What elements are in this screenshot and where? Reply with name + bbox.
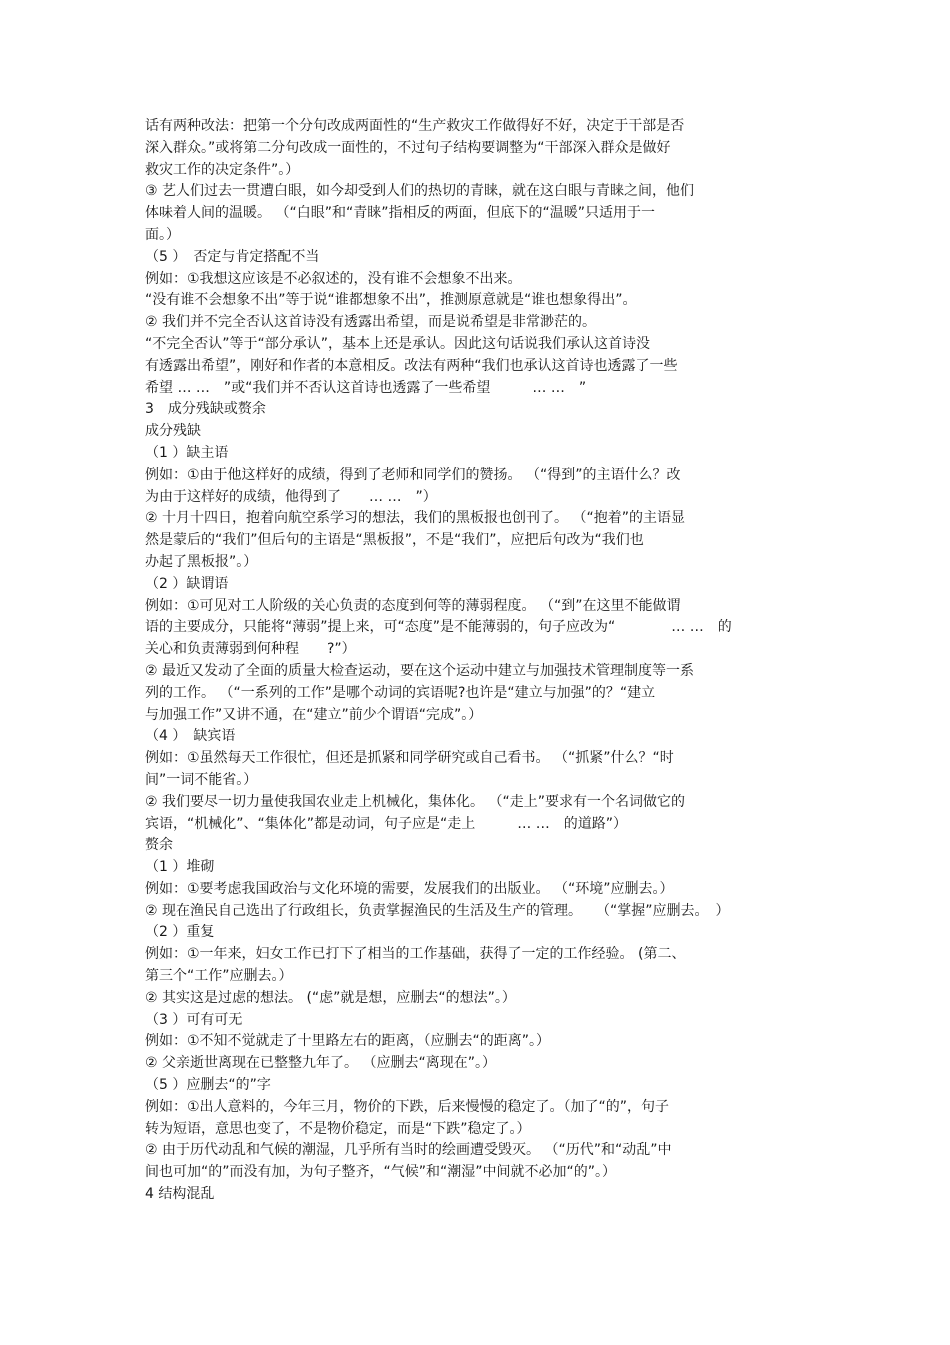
subsection-heading: （1 ）缺主语 [145,444,229,461]
subsection-heading: （5 ）应删去“的”字 [145,1077,271,1094]
document-page [145,116,770,1206]
text-line: 体味着人间的温暖。 （“白眼”和“青睐”指相反的两面，但底下的“温暖”只适用于一 [145,205,655,222]
text-line: ② 最近又发动了全面的质量大检查运动，要在这个运动中建立与加强技术管理制度等一系 [145,662,694,679]
text-line: ② 现在渔民自己选出了行政组长，负责掌握渔民的生活及生产的管理。 （“掌握”应删去。 ） [145,902,730,919]
text-line: 宾语，“机械化”、“集体化”都是动词，句子应是“走上 … … 的道路”） [145,815,627,832]
text-line: 有透露出希望”，刚好和作者的本意相反。改法有两种“我们也承认这首诗也透露了一些 [145,357,678,374]
text-line: 例如：①我想这应该是不必叙述的，没有谁不会想象不出来。 [145,270,522,287]
text-line: 例如：①一年来，妇女工作已打下了相当的工作基础，获得了一定的工作经验。 (第二、 [145,946,686,963]
text-line: ② 其实这是过虑的想法。 (“虑”就是想，应删去“的想法”。） [145,989,516,1006]
subsection-heading: （5 ） 否定与肯定搭配不当 [145,248,320,265]
text-line: 间”一词不能省。） [145,771,258,788]
text-line: ② 十月十四日，抱着向航空系学习的想法，我们的黑板报也创刊了。 （“抱着”的主语显 [145,510,685,527]
text-line: 然是蒙后的“我们”但后句的主语是“黑板报”，不是“我们”，应把后句改为“我们也 [145,532,644,549]
text-line: 面。） [145,226,180,243]
text-line: 例如：①由于他这样好的成绩，得到了老师和同学们的赞扬。 （“得到”的主语什么？改 [145,466,681,483]
text-line: 间也可加“的”而没有加，为句子整齐，“气候”和“潮湿”中间就不必加“的”。） [145,1164,617,1181]
text-line: 为由于这样好的成绩，他得到了 … … ”） [145,488,437,505]
text-line: 例如：①要考虑我国政治与文化环境的需要，发展我们的出版业。 （“环境”应删去。） [145,880,674,897]
subsection-heading: （2 ）重复 [145,924,215,941]
text-line: 与加强工作”又讲不通，在“建立”前少个谓语“完成”。） [145,706,483,723]
text-line: 深入群众。”或将第二分句改成一面性的，不过句子结构要调整为“干部深入群众是做好 [145,139,671,156]
section-heading: 3 成分残缺或赘余 [145,401,266,418]
subsection-heading: （3 ）可有可无 [145,1011,243,1028]
text-line: 转为短语，意思也变了，不是物价稳定，而是“下跌”稳定了。） [145,1120,531,1137]
section-heading: 4 结构混乱 [145,1186,215,1203]
text-line: 希望 … … ”或“我们并不否认这首诗也透露了一些希望 … … ” [145,379,587,396]
text-line: ② 父亲逝世离现在已整整九年了。 （应删去“离现在”。） [145,1055,496,1072]
text-line: 关心和负责薄弱到何种程 ?”） [145,641,356,658]
text-line: 列的工作。 （“一系列的工作”是哪个动词的宾语呢?也许是“建立与加强”的？“建立 [145,684,656,701]
text-line: 办起了黑板报”。） [145,553,258,570]
text-line: 例如：①可见对工人阶级的关心负责的态度到何等的薄弱程度。 （“到”在这里不能做谓 [145,597,681,614]
section-subheading: 赘余 [145,837,173,854]
text-line: 救灾工作的决定条件”。） [145,161,300,178]
text-line: ② 我们要尽一切力量使我国农业走上机械化，集体化。 （“走上”要求有一个名词做它的 [145,793,685,810]
text-line: “没有谁不会想象不出”等于说“谁都想象不出”，推测原意就是“谁也想象得出”。 [145,292,637,309]
text-line: 例如：①不知不觉就走了十里路左右的距离，（应删去“的距离”。） [145,1033,551,1050]
text-line: “不完全否认”等于“部分承认”，基本上还是承认。因此这句话说我们承认这首诗没 [145,335,651,352]
text-line: 话有两种改法：把第一个分句改成两面性的“生产救灾工作做得好不好，决定于干部是否 [145,118,685,134]
text-line: ③ 艺人们过去一贯遭白眼，如今却受到人们的热切的青睐，就在这白眼与青睐之间，他们 [145,183,694,200]
text-line: ② 我们并不完全否认这首诗没有透露出希望，而是说希望是非常渺茫的。 [145,314,596,331]
text-line: 语的主要成分，只能将“薄弱”提上来，可“态度”是不能薄弱的，句子应改为“ … … 的 [145,619,732,636]
subsection-heading: （2 ）缺谓语 [145,575,229,592]
section-subheading: 成分残缺 [145,423,201,440]
text-line: 第三个“工作”应删去。） [145,968,293,985]
subsection-heading: （4 ） 缺宾语 [145,728,236,745]
text-line: ② 由于历代动乱和气候的潮湿，几乎所有当时的绘画遭受毁灭。 （“历代”和“动乱”中 [145,1142,672,1159]
subsection-heading: （1 ）堆砌 [145,859,215,876]
text-line: 例如：①出人意料的，今年三月，物价的下跌，后来慢慢的稳定了。（加了“的”，句子 [145,1098,670,1115]
text-line: 例如：①虽然每天工作很忙，但还是抓紧和同学研究或自己看书。 （“抓紧”什么？“时 [145,750,674,767]
